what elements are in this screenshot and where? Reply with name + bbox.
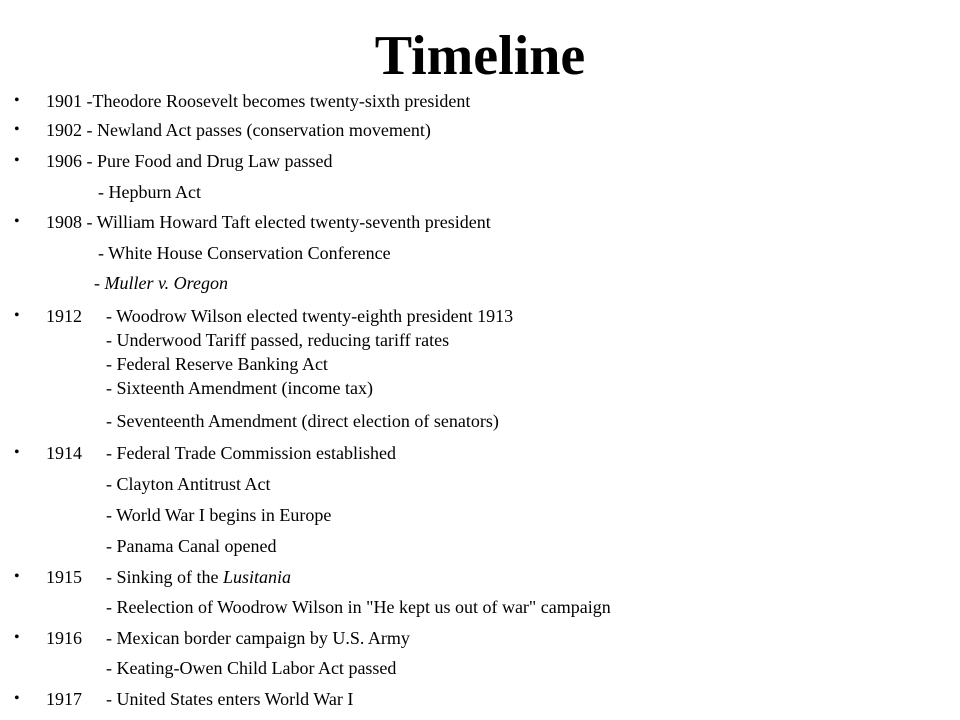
timeline-subentry: - Federal Reserve Banking Act (106, 354, 328, 374)
bullet: • (14, 629, 20, 646)
entry-text: 1902 - Newland Act passes (conservation movement) (46, 120, 431, 140)
entry-year: 1916 (46, 628, 82, 648)
entry-text: 1901 -Theodore Roosevelt becomes twenty-sixth president (46, 91, 471, 111)
entry-text: - Woodrow Wilson elected twenty-eighth president 1913 (106, 306, 514, 326)
timeline-subentry: - Panama Canal opened (106, 536, 277, 556)
entry-year: 1917 (46, 689, 82, 709)
slide-title: Timeline (374, 25, 586, 87)
ship-name: Lusitania (223, 567, 292, 587)
timeline-subentry: - Hepburn Act (98, 182, 201, 202)
timeline-subentry: - Keating-Owen Child Labor Act passed (106, 658, 397, 678)
bullet: • (14, 92, 20, 109)
entry-text: - Federal Trade Commission established (106, 443, 396, 463)
timeline-subentry: - World War I begins in Europe (106, 505, 332, 525)
entry-year: 1912 (46, 306, 82, 326)
timeline-subentry: - Underwood Tariff passed, reducing tariff rates (106, 330, 450, 350)
bullet: • (14, 213, 20, 230)
bullet: • (14, 690, 20, 707)
entry-text: 1906 - Pure Food and Drug Law passed (46, 151, 333, 171)
timeline-subentry: - Sixteenth Amendment (income tax) (106, 378, 373, 398)
timeline-subentry: - White House Conservation Conference (98, 243, 391, 263)
bullet: • (14, 307, 20, 324)
entry-prefix: - Sinking of the (106, 567, 223, 587)
entry-text: - Mexican border campaign by U.S. Army (106, 628, 410, 648)
entry-text: - United States enters World War I (106, 689, 354, 709)
bullet: • (14, 444, 20, 461)
entry-text (106, 566, 291, 588)
entry-prefix: - (94, 273, 105, 293)
timeline-subentry: - Clayton Antitrust Act (106, 474, 271, 494)
entry-text: 1908 - William Howard Taft elected twenty-seventh president (46, 212, 491, 232)
timeline-subentry (94, 272, 228, 294)
entry-year: 1914 (46, 443, 82, 463)
bullet: • (14, 152, 20, 169)
bullet: • (14, 121, 20, 138)
bullet: • (14, 568, 20, 585)
timeline-subentry: - Seventeenth Amendment (direct election of senators) (106, 411, 499, 431)
timeline-subentry: - Reelection of Woodrow Wilson in "He kept us out of war" campaign (106, 597, 611, 617)
entry-year: 1915 (46, 567, 82, 587)
case-name: Muller v. Oregon (104, 273, 228, 293)
